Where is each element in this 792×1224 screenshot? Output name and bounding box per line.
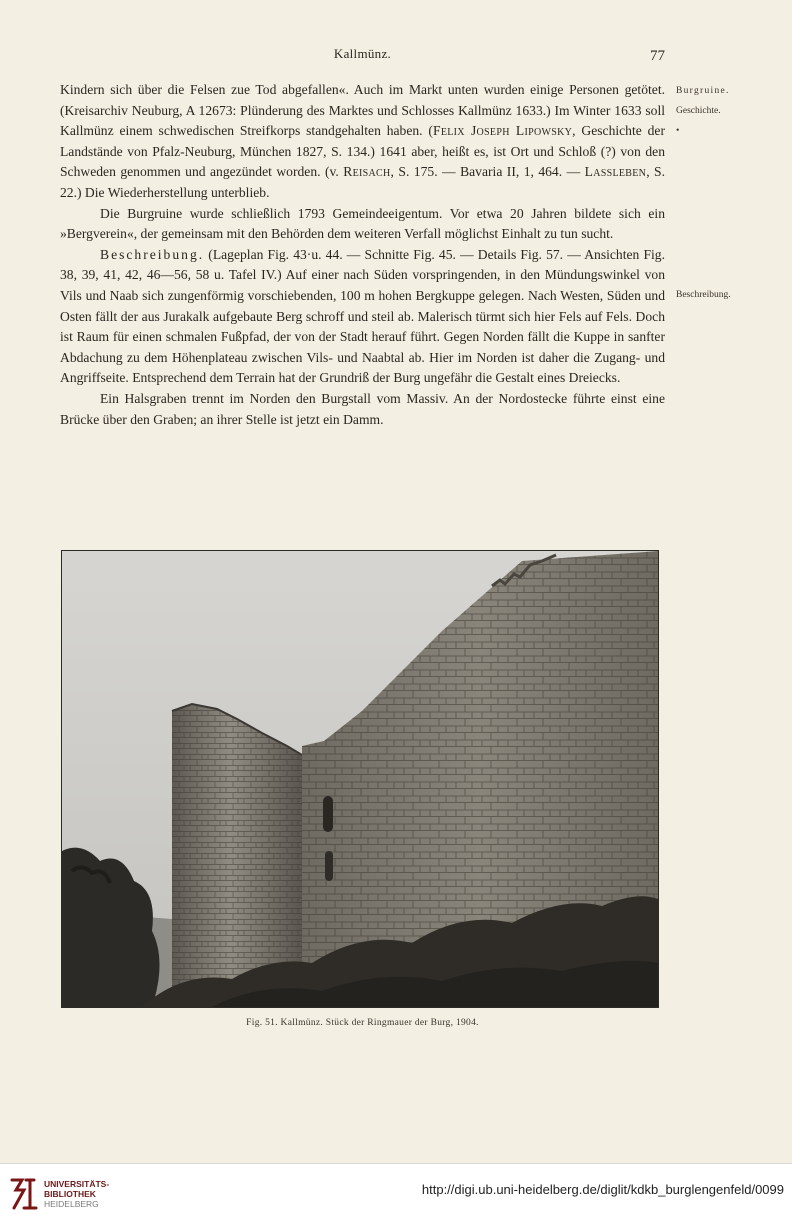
paragraph-description — [60, 245, 665, 389]
page-number: 77 — [650, 48, 665, 64]
author-reisach: Reisach — [343, 164, 391, 180]
paragraph-history-part-3: , S. 175. — Bavaria II, 1, 464. — — [390, 164, 585, 180]
running-header — [60, 46, 665, 70]
author-lassleben: Lassleben — [584, 164, 647, 180]
library-name-line-2: BIBLIOTHEK — [44, 1189, 96, 1199]
figure-caption: Fig. 51. Kallmünz. Stück der Ringmauer der Burg, 1904. — [246, 1018, 479, 1028]
paragraph-history-part-2: , Geschichte der Landstände von Pfalz-Neuburg, München 1827, S. 134.) 1641 aber, heißt es, ist Ort und Schloß (?) von den Schweden genommen und angezündet worden. (v. — [60, 123, 665, 180]
library-name-line-1: UNIVERSITÄTS- — [44, 1179, 110, 1189]
margin-note-geschichte: Geschichte. — [676, 106, 721, 116]
paragraph-ownership: Die Burgruine wurde schließlich 1793 Gemeindeeigentum. Vor etwa 20 Jahren bildete sich ein »Bergverein«, der gemeinsam mit den Behörden dem weiteren Verfall möglichst Einhalt zu tun sucht. — [60, 205, 665, 242]
paragraph-history — [60, 80, 665, 204]
viewer-footer — [0, 1163, 792, 1224]
body-text — [60, 80, 665, 430]
description-heading: Beschreibung. — [100, 246, 205, 262]
margin-note-bullet: • — [676, 126, 680, 136]
castle-wall-photo — [62, 551, 658, 1007]
library-seal-icon — [8, 1176, 38, 1212]
paragraph-history-part-1: Kindern sich über die Felsen zue Tod abgefallen«. Auch im Markt unten wurden einige Personen getötet. (Kreisarchiv Neuburg, A 12673: Plünderung des Marktes und Schlosses Kallmünz 1633.) Im Winter 1633 soll Kallmünz einem schwedischen Streifkorps standgehalten haben. ( — [60, 82, 665, 139]
figure-photo — [61, 550, 659, 1008]
library-name-line-3: HEIDELBERG — [44, 1199, 99, 1209]
margin-note-beschreibung: Beschreibung. — [676, 290, 731, 300]
running-title: Kallmünz. — [333, 46, 392, 61]
author-lipowsky: Felix Joseph Lipowsky — [432, 123, 573, 139]
paragraph-moat: Ein Halsgraben trennt im Norden den Burgstall vom Massiv. An der Nordostecke führte einst eine Brücke über den Graben; an ihrer Stelle ist jetzt ein Damm. — [60, 390, 665, 427]
permalink-url[interactable]: http://digi.ub.uni-heidelberg.de/diglit/kdkb_burglengenfeld/0099 — [421, 1182, 784, 1197]
paragraph-history-part-4: , S. 22.) Die Wiederherstellung unterblieb. — [60, 164, 666, 200]
margin-note-burgruine: Burgruine. — [676, 86, 730, 96]
library-name — [44, 1179, 109, 1209]
library-logo[interactable] — [8, 1176, 118, 1216]
description-text: (Lageplan Fig. 43·u. 44. — Schnitte Fig. 45. — Details Fig. 57. — Ansichten Fig. 38, 39, 41, 42, 46—56, 58 u. Tafel IV.) Auf einer nach Süden vorspringenden, in den Mündungswinkel von Vils und Naab sich zungenförmig vorschiebenden, 100 m hohen Bergkuppe gelegen. Nach Westen, Süden und Osten fällt der aus Jurakalk aufgebaute Berg schroff und steil ab. Malerisch türmt sich hier Fels auf Fels. Doch ist Raum für einen schmalen Fußpfad, der von der Stadt herauf führt. Gegen Norden fällt die Kuppe in sanfter Abdachung zu dem Höhenplateau zwischen Vils- und Naabtal ab. Hier im Norden ist daher die Zugang- und Angriffseite. Entsprechend dem Terrain hat der Grundriß der Burg ungefähr die Gestalt eines Dreiecks. — [60, 246, 665, 386]
